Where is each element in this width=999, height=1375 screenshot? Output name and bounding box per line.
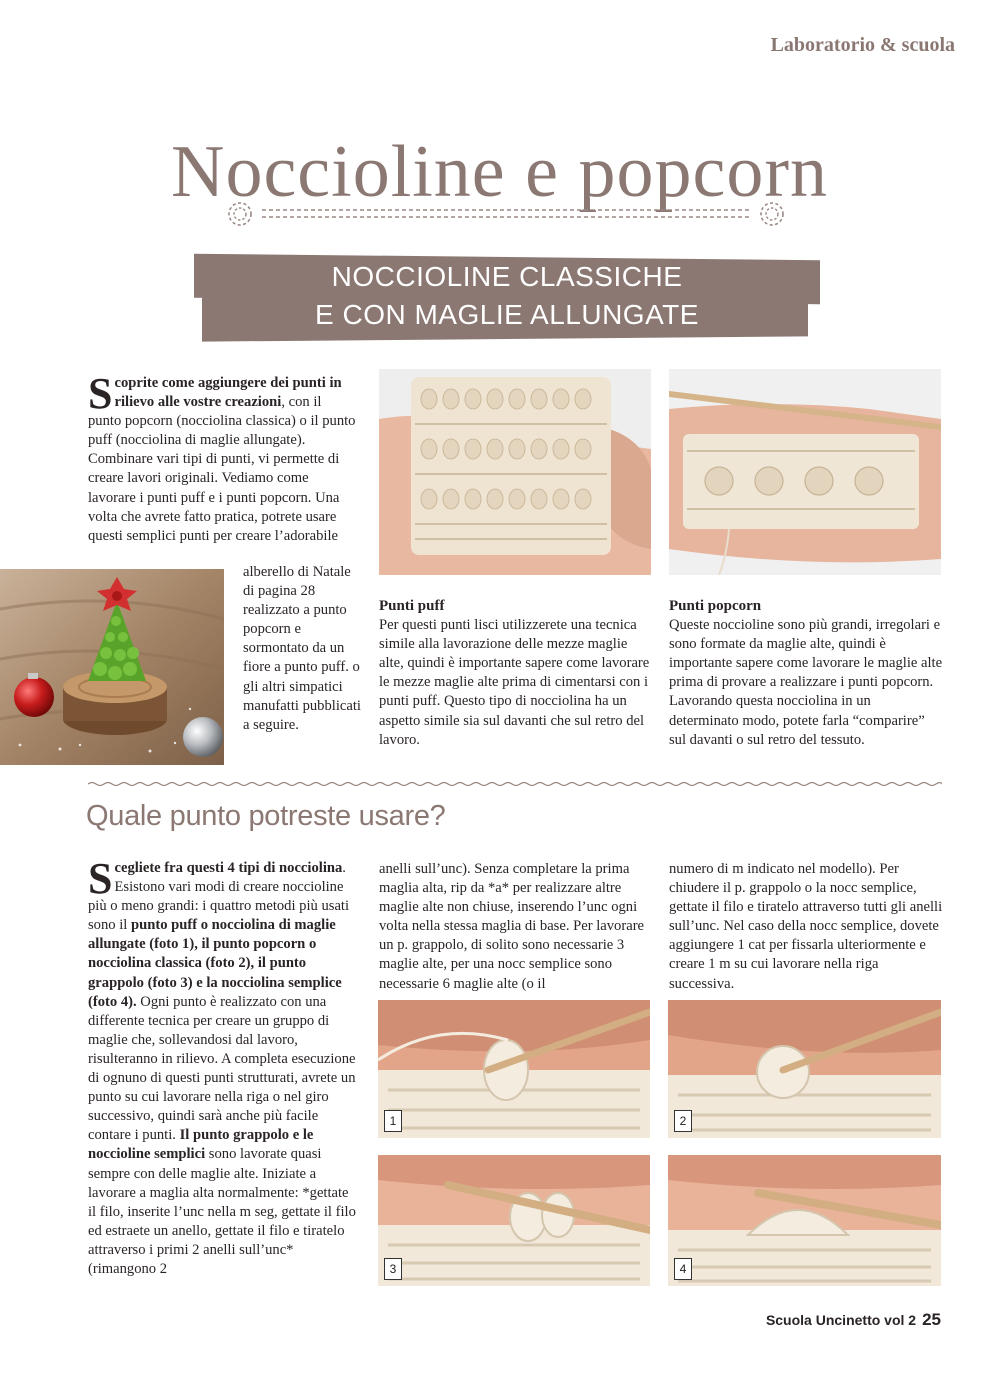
intro-text-wrap: alberello di Natale di pagina 28 realizzato a punto popcorn e sormontato da un fiore a punto puff. o gli altri simpatici manufatti pubblicati a seguire.: [243, 564, 361, 733]
column-1-text: Scegliete fra questi 4 tipi di nocciolina. Esistono vari modi di creare noccioline più o meno grandi: i quattro metodi più usati sono il punto puff o nocciolina di maglie allungate (foto 1), il punto popcorn o nocciolina classica (foto 2), il punto grappolo (foto 3) e la nocciolina semplice (foto 4). Ogni punto è realizzato con una differente tecnica per creare un gruppo di maglie che, sollevandosi dal lavoro, risulteranno in rilievo. A completa esecuzione di ognuno di questi punti strutturati, avrete un punto su cui lavorare nella riga o nel giro successivo, quindi sarà anche più facile contare i punti. Il punto grappolo e le noccioline semplici sono lavorate quasi sempre con delle maglie alte. Iniziate a lavorare a maglia alta normalmente: *gettate il filo, inserite l’unc nella m seg, gettate il filo ed estraete un anello, gettate il filo e tiratelo attraverso i primi 2 anelli sull’unc* (rimangono 2: [88, 854, 356, 1277]
puff-text: Per questi punti lisci utilizzerete una tecnica simile alla lavorazione delle mezze maglie alte, quindi è importante sapere come lavorare le mezze maglie alte prima di cimentarsi con i punti puff. Questo tipo di nocciolina ha un aspetto simile sia sul davanti che sul retro del lavoro.: [379, 617, 650, 748]
popcorn-stitch-photo: [669, 369, 941, 575]
step-photo-4: [668, 1155, 941, 1286]
stitch-ornament: [210, 198, 800, 238]
section-label: Laboratorio & scuola: [770, 34, 955, 56]
dropcap: S: [88, 854, 113, 903]
page-title: Noccioline e popcorn: [171, 131, 828, 213]
photo-label: 4: [674, 1258, 692, 1280]
step-photo-2: [668, 1000, 941, 1138]
column-3-text: numero di m indicato nel modello). Per chiudere il p. grappolo o la nocc semplice, gettate il filo e tiratelo attraverso tutti gli anelli sull’unc. Nel caso della nocc semplice, dovete aggiungere 1 cat per fissarla ulteriormente e creare 1 m su cui lavorare nella riga successiva.: [669, 861, 943, 992]
section-banner: [194, 257, 820, 339]
page-number: 25: [922, 1310, 941, 1329]
photo-label: 3: [384, 1258, 402, 1280]
column-2-text: anelli sull’unc). Senza completare la prima maglia alta, rip da *a* per realizzare altre maglie alte non chiuse, inserendo l’unc ogni volta nella stessa maglia di base. Per lavorare un p. grappolo, di solito sono necessarie 3 maglie alte, per una nocc semplice sono necessarie 6 maglie alte (o il: [379, 861, 645, 992]
section-heading: Quale punto potreste usare?: [86, 800, 446, 832]
popcorn-text: Queste noccioline sono più grandi, irregolari e sono formate da maglie alte, quindi è importante sapere come lavorare le maglie alte prima di provare a realizzare i punti popcorn. Lavorando questa nocciolina in un determinato modo, potete farla “comparire” sul davanti o sul retro del tessuto.: [669, 617, 943, 748]
magazine-name: Scuola Uncinetto vol 2: [765, 1312, 917, 1328]
photo-label: 1: [384, 1110, 402, 1132]
popcorn-section: [669, 597, 943, 750]
page-footer: [766, 1310, 941, 1330]
banner-line-1: NOCCIOLINE CLASSICHE: [331, 261, 683, 292]
popcorn-heading: Punti popcorn: [669, 598, 762, 614]
photo-label: 2: [674, 1110, 692, 1132]
banner-line-2: E CON MAGLIE ALLUNGATE: [315, 299, 699, 330]
wavy-divider: [88, 781, 942, 787]
puff-heading: Punti puff: [379, 598, 445, 614]
step-photo-3: [378, 1155, 650, 1286]
intro-text: Scoprite come aggiungere dei punti in rilievo alle vostre creazioni, con il punto popcorn (nocciolina classica) o il punto puff (nocciolina di maglie allungate). Combinare vari tipi di punti, vi permette di creare lavori originali. Vediamo come lavorare i punti puff e i punti popcorn. Una volta che avrete fatto pratica, potrete usare questi semplici punti per creare l’adorabile: [88, 369, 356, 544]
tree-photo: [0, 569, 224, 765]
step-photo-1: [378, 1000, 650, 1138]
dropcap: S: [88, 369, 113, 418]
puff-stitch-photo: [379, 369, 651, 575]
puff-section: [379, 597, 651, 750]
